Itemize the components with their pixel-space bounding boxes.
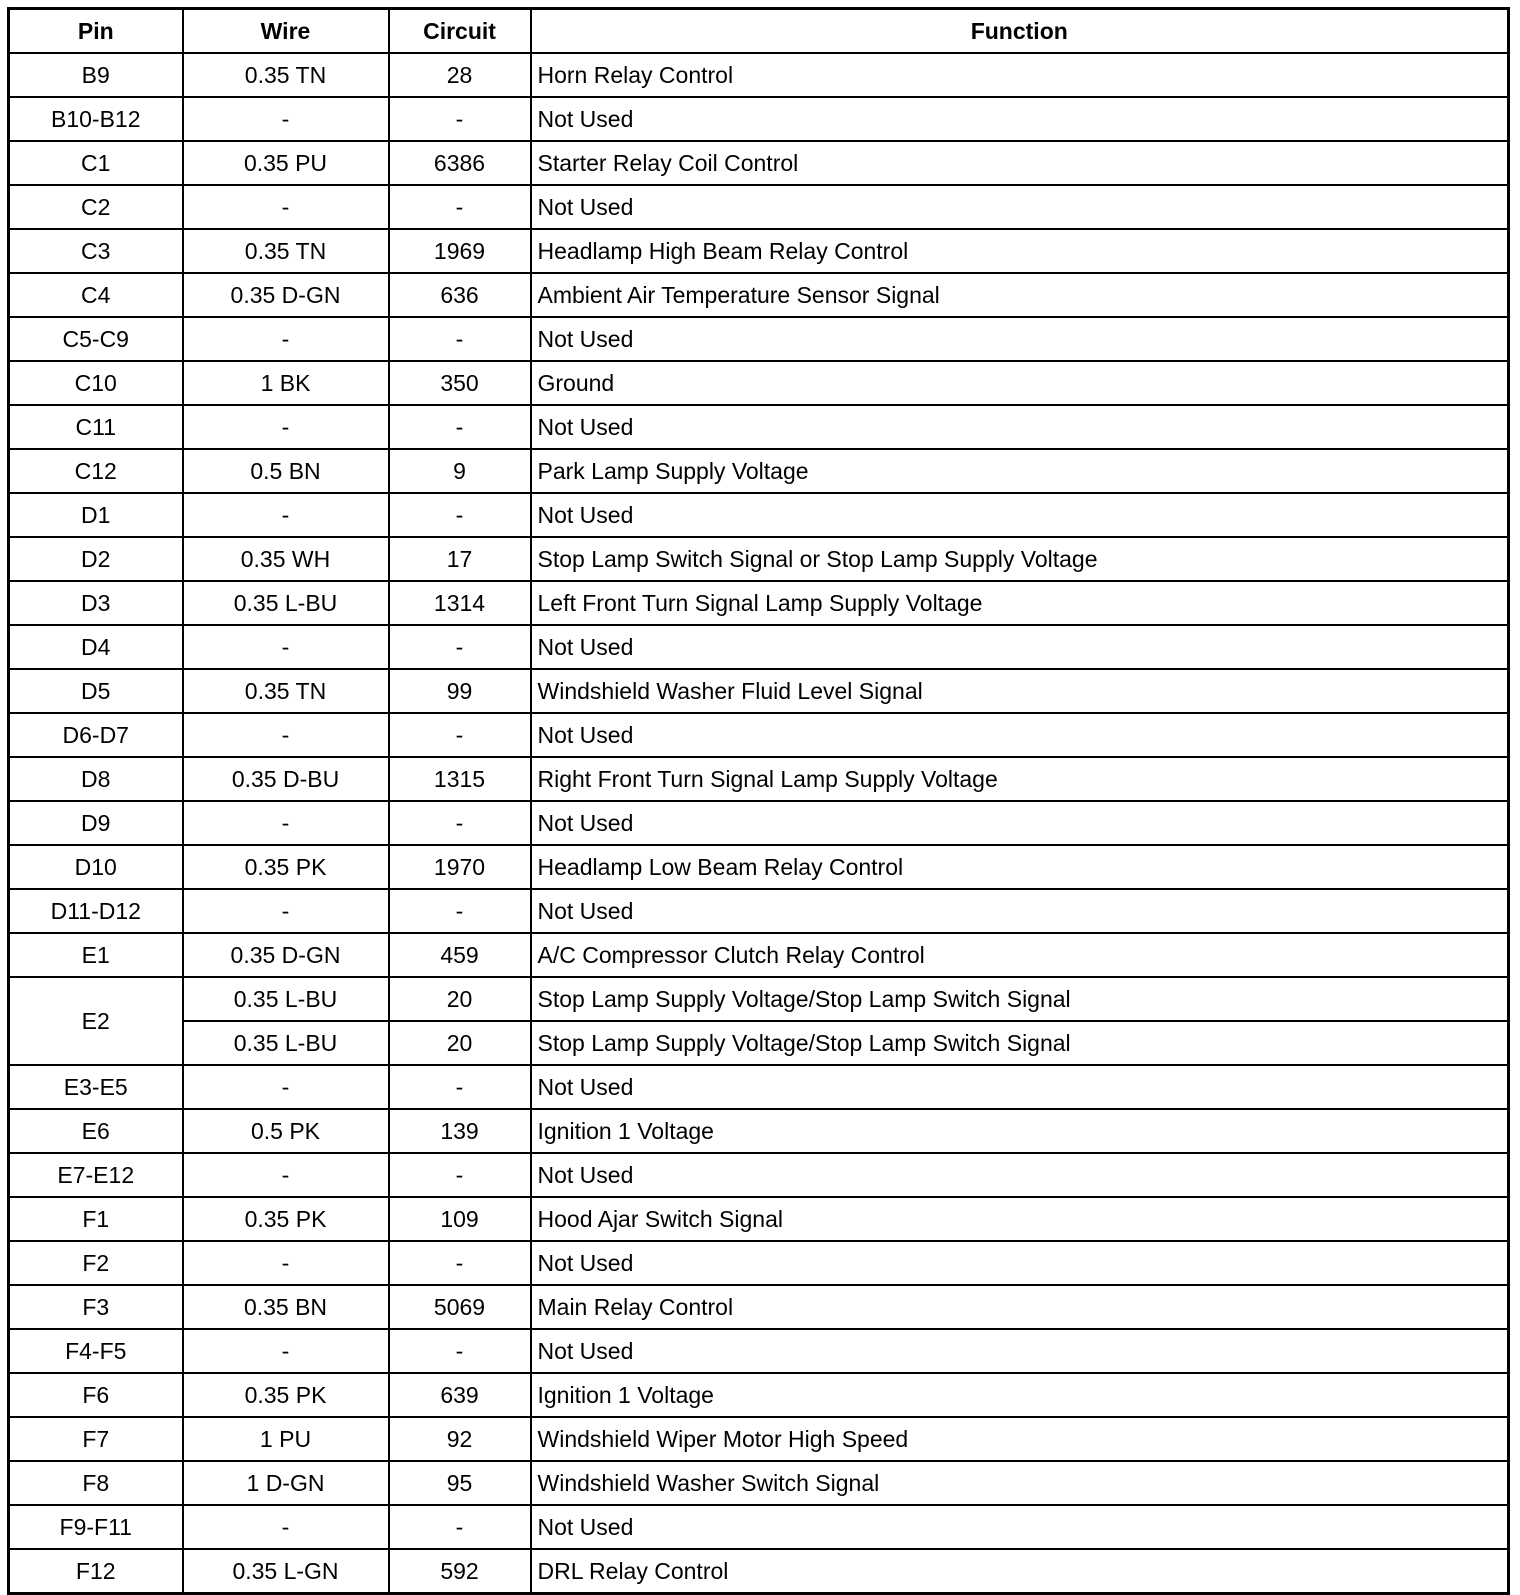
table-row [9,845,1509,889]
pin-cell: D3 [9,581,183,625]
pin-cell: F12 [9,1549,183,1594]
wire-cell: 0.35 L-GN [183,1549,389,1594]
function-cell: Ignition 1 Voltage [531,1109,1509,1153]
wire-cell: 0.35 L-BU [183,581,389,625]
wire-cell: 0.35 D-BU [183,757,389,801]
function-cell: Not Used [531,713,1509,757]
pin-cell: C3 [9,229,183,273]
circuit-cell: 9 [389,449,531,493]
wire-cell: 0.35 D-GN [183,273,389,317]
table-row [9,1505,1509,1549]
function-cell: Main Relay Control [531,1285,1509,1329]
wire-cell: 0.35 L-BU [183,1021,389,1065]
circuit-cell: - [389,625,531,669]
wire-cell: - [183,97,389,141]
circuit-cell: 1970 [389,845,531,889]
pin-cell: F6 [9,1373,183,1417]
function-cell: Windshield Washer Switch Signal [531,1461,1509,1505]
pin-table [7,7,1510,1595]
table-row [9,53,1509,97]
wire-cell: 0.35 TN [183,53,389,97]
function-cell: Not Used [531,185,1509,229]
wire-cell: 0.35 WH [183,537,389,581]
circuit-cell: 139 [389,1109,531,1153]
table-row [9,405,1509,449]
table-body [9,53,1509,1594]
column-header-function: Function [531,9,1509,54]
table-row [9,1417,1509,1461]
wire-cell: - [183,317,389,361]
function-cell: Not Used [531,801,1509,845]
circuit-cell: - [389,317,531,361]
function-cell: Hood Ajar Switch Signal [531,1197,1509,1241]
column-header-circuit: Circuit [389,9,531,54]
function-cell: Not Used [531,1329,1509,1373]
table-row [9,713,1509,757]
table-row [9,449,1509,493]
pin-cell: F3 [9,1285,183,1329]
wire-cell: - [183,713,389,757]
pin-cell: E7-E12 [9,1153,183,1197]
circuit-cell: 28 [389,53,531,97]
circuit-cell: - [389,1329,531,1373]
circuit-cell: - [389,405,531,449]
function-cell: Stop Lamp Supply Voltage/Stop Lamp Switch Signal [531,1021,1509,1065]
circuit-cell: - [389,1065,531,1109]
function-cell: Not Used [531,1505,1509,1549]
function-cell: Not Used [531,889,1509,933]
table-row [9,669,1509,713]
pin-cell: C2 [9,185,183,229]
pin-cell: C4 [9,273,183,317]
function-cell: Stop Lamp Supply Voltage/Stop Lamp Switch Signal [531,977,1509,1021]
table-row [9,229,1509,273]
wire-cell: 0.35 PK [183,1197,389,1241]
wire-cell: 0.35 PU [183,141,389,185]
table-row [9,1549,1509,1594]
function-cell: Not Used [531,493,1509,537]
table-row [9,1109,1509,1153]
pin-cell: D4 [9,625,183,669]
table-row [9,1197,1509,1241]
wire-cell: - [183,625,389,669]
function-cell: A/C Compressor Clutch Relay Control [531,933,1509,977]
function-cell: Left Front Turn Signal Lamp Supply Voltage [531,581,1509,625]
pin-cell: D8 [9,757,183,801]
wire-cell: - [183,493,389,537]
wire-cell: 0.35 BN [183,1285,389,1329]
wire-cell: - [183,1153,389,1197]
table-row [9,581,1509,625]
pin-cell: E3-E5 [9,1065,183,1109]
table-row [9,889,1509,933]
circuit-cell: 109 [389,1197,531,1241]
table-row [9,801,1509,845]
wire-cell: - [183,1505,389,1549]
table-row [9,1329,1509,1373]
pin-cell: F7 [9,1417,183,1461]
circuit-cell: 95 [389,1461,531,1505]
function-cell: Not Used [531,405,1509,449]
table-row [9,317,1509,361]
circuit-cell: 99 [389,669,531,713]
circuit-cell: 17 [389,537,531,581]
circuit-cell: - [389,801,531,845]
pin-cell: D2 [9,537,183,581]
table-row [9,141,1509,185]
circuit-cell: 350 [389,361,531,405]
wire-cell: 1 BK [183,361,389,405]
function-cell: Windshield Washer Fluid Level Signal [531,669,1509,713]
wire-cell: - [183,405,389,449]
header-row [9,9,1509,54]
circuit-cell: - [389,1153,531,1197]
table-row [9,933,1509,977]
pin-cell: F1 [9,1197,183,1241]
function-cell: Ground [531,361,1509,405]
function-cell: Stop Lamp Switch Signal or Stop Lamp Supply Voltage [531,537,1509,581]
table-row [9,977,1509,1021]
table-row [9,537,1509,581]
function-cell: Horn Relay Control [531,53,1509,97]
circuit-cell: 636 [389,273,531,317]
table-row [9,361,1509,405]
table-row [9,1021,1509,1065]
wire-cell: - [183,1329,389,1373]
pin-cell: E6 [9,1109,183,1153]
function-cell: Not Used [531,97,1509,141]
wire-cell: 0.35 D-GN [183,933,389,977]
pin-cell: E2 [9,977,183,1065]
function-cell: Not Used [531,1241,1509,1285]
table-row [9,1153,1509,1197]
circuit-cell: 6386 [389,141,531,185]
table-row [9,1241,1509,1285]
pin-cell: D5 [9,669,183,713]
function-cell: Right Front Turn Signal Lamp Supply Voltage [531,757,1509,801]
pin-cell: C12 [9,449,183,493]
circuit-cell: - [389,1505,531,1549]
function-cell: Not Used [531,317,1509,361]
pin-cell: B9 [9,53,183,97]
wire-cell: 0.35 PK [183,1373,389,1417]
circuit-cell: 1314 [389,581,531,625]
wire-cell: 0.35 TN [183,669,389,713]
function-cell: DRL Relay Control [531,1549,1509,1594]
pin-cell: E1 [9,933,183,977]
pin-cell: F8 [9,1461,183,1505]
pin-cell: D6-D7 [9,713,183,757]
wire-cell: - [183,889,389,933]
table-row [9,185,1509,229]
function-cell: Ambient Air Temperature Sensor Signal [531,273,1509,317]
wire-cell: 0.35 L-BU [183,977,389,1021]
circuit-cell: 20 [389,1021,531,1065]
table-row [9,1461,1509,1505]
table-row [9,1373,1509,1417]
function-cell: Starter Relay Coil Control [531,141,1509,185]
column-header-pin: Pin [9,9,183,54]
circuit-cell: - [389,713,531,757]
wire-cell: 1 PU [183,1417,389,1461]
wire-cell: - [183,185,389,229]
pin-cell: F2 [9,1241,183,1285]
column-header-wire: Wire [183,9,389,54]
pin-cell: D9 [9,801,183,845]
wire-cell: 0.35 PK [183,845,389,889]
table-row [9,493,1509,537]
table-row [9,273,1509,317]
table-row [9,1285,1509,1329]
circuit-cell: 639 [389,1373,531,1417]
circuit-cell: - [389,1241,531,1285]
function-cell: Headlamp Low Beam Relay Control [531,845,1509,889]
table-row [9,757,1509,801]
function-cell: Park Lamp Supply Voltage [531,449,1509,493]
function-cell: Not Used [531,1065,1509,1109]
pin-cell: C1 [9,141,183,185]
pin-cell: F4-F5 [9,1329,183,1373]
table-row [9,97,1509,141]
wire-cell: - [183,801,389,845]
table-header [9,9,1509,54]
circuit-cell: 1315 [389,757,531,801]
pin-cell: C11 [9,405,183,449]
pin-cell: F9-F11 [9,1505,183,1549]
circuit-cell: - [389,97,531,141]
circuit-cell: - [389,185,531,229]
wire-cell: 0.5 PK [183,1109,389,1153]
table-row [9,625,1509,669]
function-cell: Ignition 1 Voltage [531,1373,1509,1417]
circuit-cell: 20 [389,977,531,1021]
circuit-cell: 5069 [389,1285,531,1329]
circuit-cell: 1969 [389,229,531,273]
function-cell: Headlamp High Beam Relay Control [531,229,1509,273]
pin-cell: D11-D12 [9,889,183,933]
wire-cell: - [183,1065,389,1109]
table-row [9,1065,1509,1109]
circuit-cell: 92 [389,1417,531,1461]
wire-cell: 1 D-GN [183,1461,389,1505]
circuit-cell: - [389,889,531,933]
function-cell: Not Used [531,625,1509,669]
circuit-cell: 592 [389,1549,531,1594]
wire-cell: - [183,1241,389,1285]
pin-cell: C5-C9 [9,317,183,361]
pin-cell: D1 [9,493,183,537]
function-cell: Windshield Wiper Motor High Speed [531,1417,1509,1461]
pin-cell: C10 [9,361,183,405]
pin-cell: B10-B12 [9,97,183,141]
function-cell: Not Used [531,1153,1509,1197]
wire-cell: 0.5 BN [183,449,389,493]
pin-cell: D10 [9,845,183,889]
wire-cell: 0.35 TN [183,229,389,273]
circuit-cell: - [389,493,531,537]
circuit-cell: 459 [389,933,531,977]
